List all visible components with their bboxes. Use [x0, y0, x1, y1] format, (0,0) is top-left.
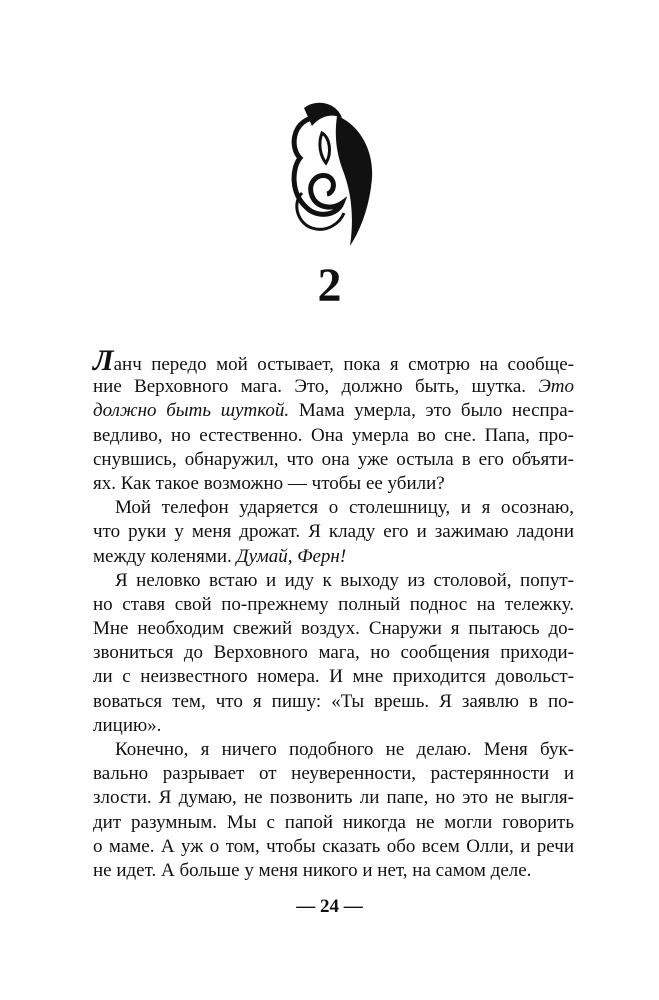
text-segment: злости. Я думаю, не позвонить ли папе, но это не выгля-: [93, 787, 574, 809]
text-segment: Мне необходим свежий воздух. Снаружи я пытаюсь до-: [93, 618, 574, 640]
text-line: [93, 344, 574, 377]
text-line: [93, 714, 574, 738]
text-segment: снувшись, обнаружил, что она уже остыла в его объяти-: [93, 448, 574, 470]
text-segment: Мама умерла, это было неспра-: [289, 400, 574, 422]
text-segment: Конечно, я ничего подобного не делаю. Меня бук-: [115, 739, 574, 760]
page-number: — 24 —: [296, 896, 363, 917]
text-segment: что руки у меня дрожат. Я кладу его и зажимаю ладони: [93, 521, 574, 543]
text-line: [93, 617, 574, 641]
body-text: [93, 344, 574, 883]
italic-text: Это: [538, 376, 574, 398]
text-line: [93, 641, 574, 665]
text-line: [93, 811, 574, 835]
text-segment: Мой телефон ударяется о столешницу, и я осознаю,: [115, 497, 574, 519]
text-segment: звониться до Верховного мага, но сообщения приходи-: [93, 642, 574, 664]
text-line: [93, 738, 574, 762]
text-segment: дит разумным. Мы с папой никогда не могли говорить: [93, 811, 574, 833]
text-line: [93, 665, 574, 689]
text-line: [93, 569, 574, 593]
text-segment: воваться тем, что я пишу: «Ты врешь. Я заявлю в по-: [93, 690, 574, 712]
text-line: [93, 375, 574, 399]
text-line: [93, 545, 574, 569]
text-line: [93, 448, 574, 472]
text-line: [93, 762, 574, 786]
text-line: [93, 859, 574, 883]
italic-text: должно быть шуткой.: [93, 400, 290, 422]
text-segment: лицию».: [93, 714, 162, 736]
text-segment: ведливо, но естественно. Она умерла во сне. Папа, про-: [93, 424, 574, 446]
drop-cap: Л: [93, 344, 114, 377]
text-segment: о маме. А уж о том, чтобы сказать обо всем Олли, и речи: [93, 835, 574, 857]
text-segment: вально разрывает от неуверенности, растерянности и: [93, 763, 574, 785]
text-line: [93, 424, 574, 448]
text-segment: ли с неизвестного номера. И мне приходится довольст-: [93, 666, 574, 688]
text-segment: анч передо мой остывает, пока я смотрю на сообще-: [113, 354, 574, 375]
text-segment: ние Верховного мага. Это, должно быть, шутка.: [93, 376, 539, 398]
text-line: [93, 399, 574, 423]
text-segment: не идет. А больше у меня никого и нет, на самом деле.: [93, 859, 532, 881]
text-segment: ях. Как такое возможно — чтобы ее убили?: [93, 472, 445, 494]
text-line: [93, 690, 574, 714]
text-segment: но ставя свой по-прежнему полный поднос на тележку.: [93, 593, 574, 615]
text-segment: между коленями.: [93, 545, 237, 567]
text-line: [93, 593, 574, 617]
chapter-number: 2: [317, 259, 342, 312]
italic-text: Думай, Ферн!: [236, 545, 347, 567]
text-line: [93, 472, 574, 496]
bird-ornament-icon: [282, 98, 378, 248]
text-line: [93, 786, 574, 810]
text-line: [93, 496, 574, 520]
text-line: [93, 835, 574, 859]
text-segment: Я неловко встаю и иду к выходу из столовой, попут-: [115, 569, 574, 591]
text-line: [93, 520, 574, 544]
